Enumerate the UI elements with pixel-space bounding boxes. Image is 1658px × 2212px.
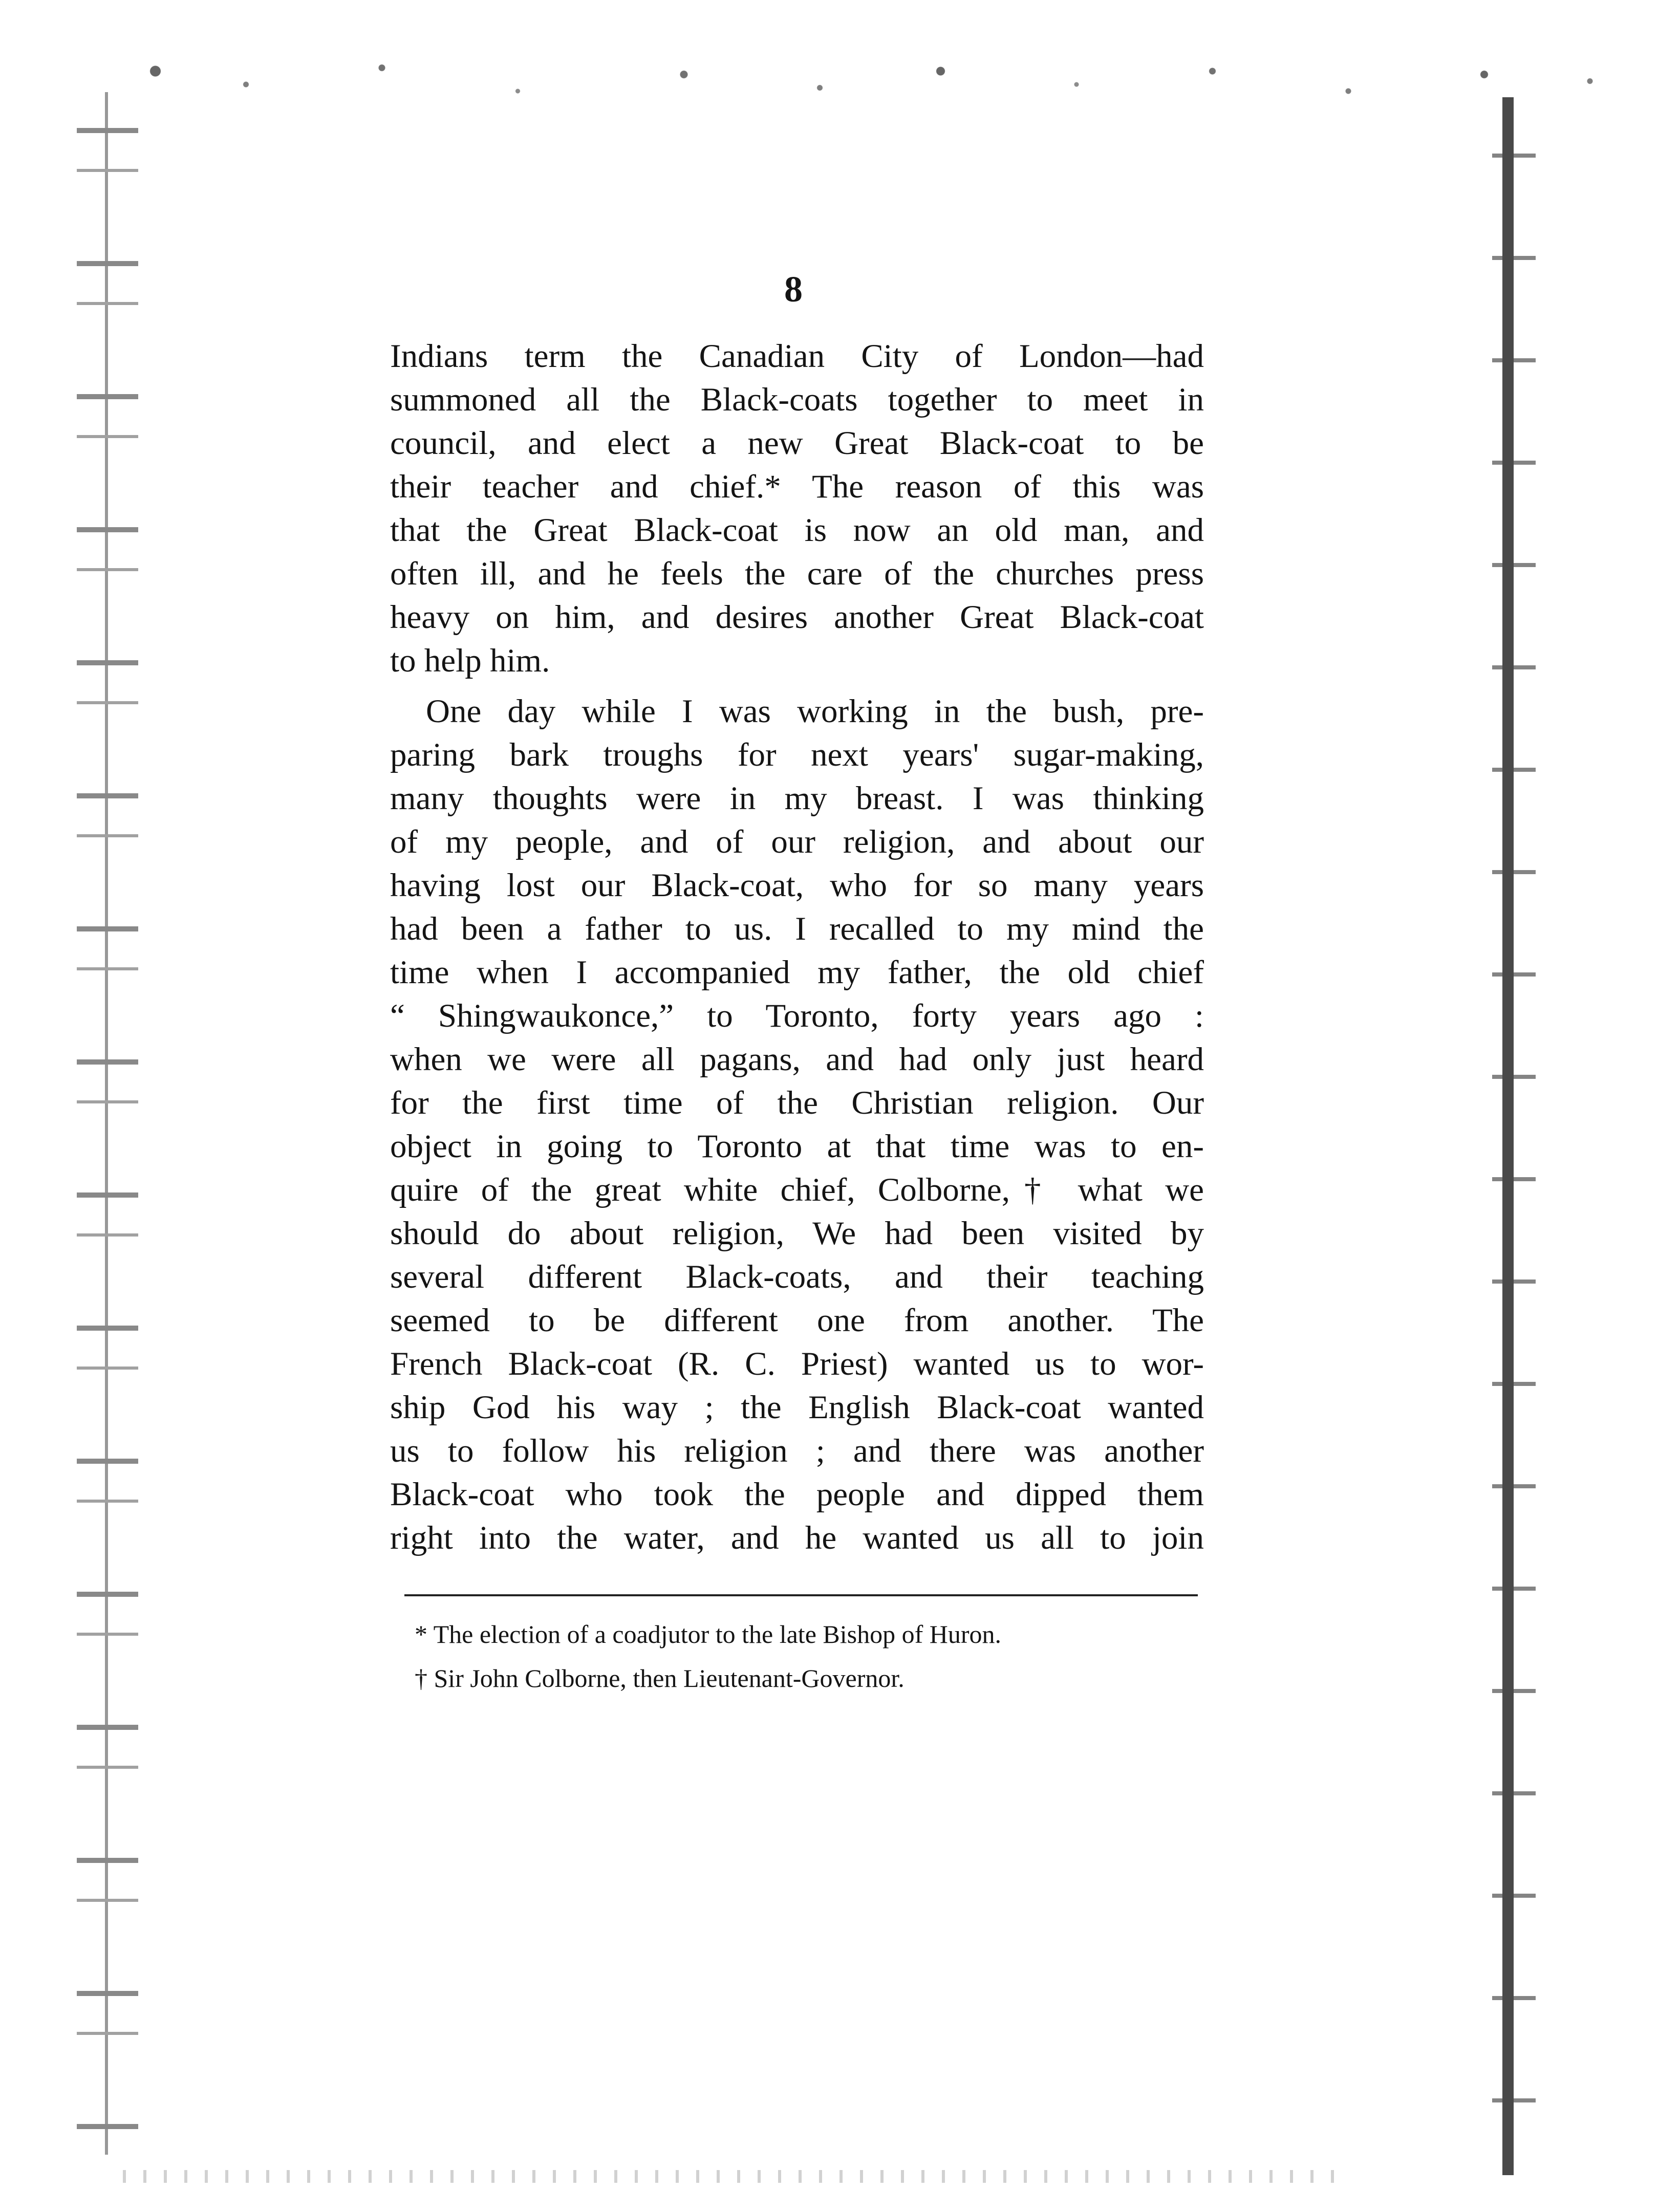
text-line: time when I accompanied my father, the old chief bbox=[390, 954, 1204, 991]
text-line: having lost our Black-coat, who for so many years bbox=[390, 867, 1204, 904]
text-line: us to follow his religion ; and there was another bbox=[390, 1433, 1204, 1469]
text-line: Indians term the Canadian City of London—had bbox=[390, 338, 1204, 375]
text-line: French Black-coat (R. C. Priest) wanted us to wor- bbox=[390, 1346, 1204, 1382]
text-line: heavy on him, and desires another Great Black-coat bbox=[390, 599, 1204, 636]
text-line: seemed to be different one from another. The bbox=[390, 1302, 1204, 1339]
text-line: of my people, and of our religion, and about our bbox=[390, 823, 1204, 860]
scan-noise-top bbox=[110, 51, 1620, 118]
text-line: should do about religion, We had been visited by bbox=[390, 1215, 1204, 1252]
text-line: “ Shingwaukonce,” to Toronto, forty years ago : bbox=[390, 997, 1204, 1034]
text-line: summoned all the Black-coats together to meet in bbox=[390, 381, 1204, 418]
text-line: several different Black-coats, and their teaching bbox=[390, 1259, 1204, 1295]
text-line: often ill, and he feels the care of the churches press bbox=[390, 555, 1204, 592]
text-line: their teacher and chief.* The reason of this was bbox=[390, 468, 1204, 505]
body-text bbox=[390, 335, 1204, 1560]
text-line: One day while I was working in the bush, pre- bbox=[426, 693, 1204, 730]
footnote-divider bbox=[404, 1594, 1198, 1596]
text-line: to help him. bbox=[390, 642, 550, 679]
scan-noise-bottom bbox=[123, 2170, 1351, 2183]
text-line: ship God his way ; the English Black-coat wanted bbox=[390, 1389, 1204, 1426]
binding-edge-right bbox=[1492, 97, 1536, 2175]
text-line: right into the water, and he wanted us all to join bbox=[390, 1520, 1204, 1556]
footnote: † Sir John Colborne, then Lieutenant-Governor. bbox=[415, 1664, 905, 1693]
footnote: * The election of a coadjutor to the late Bishop of Huron. bbox=[415, 1620, 1001, 1649]
footnotes bbox=[415, 1612, 1182, 1700]
text-line: quire of the great white chief, Colborne,† what we bbox=[390, 1172, 1204, 1208]
text-line: paring bark troughs for next years' sugar-making, bbox=[390, 736, 1204, 773]
paragraph-break bbox=[390, 683, 1204, 690]
text-line: for the first time of the Christian religion. Our bbox=[390, 1085, 1204, 1121]
text-line: Black-coat who took the people and dipped them bbox=[390, 1476, 1204, 1513]
text-line: object in going to Toronto at that time was to en- bbox=[390, 1128, 1204, 1165]
text-line: had been a father to us. I recalled to my mind the bbox=[390, 910, 1204, 947]
text-line: when we were all pagans, and had only just heard bbox=[390, 1041, 1204, 1078]
page-number: 8 bbox=[784, 269, 803, 310]
text-line: many thoughts were in my breast. I was thinking bbox=[390, 780, 1204, 817]
text-line: that the Great Black-coat is now an old man, and bbox=[390, 512, 1204, 549]
text-line: council, and elect a new Great Black-coat to be bbox=[390, 425, 1204, 462]
binding-edge-left bbox=[77, 92, 138, 2155]
